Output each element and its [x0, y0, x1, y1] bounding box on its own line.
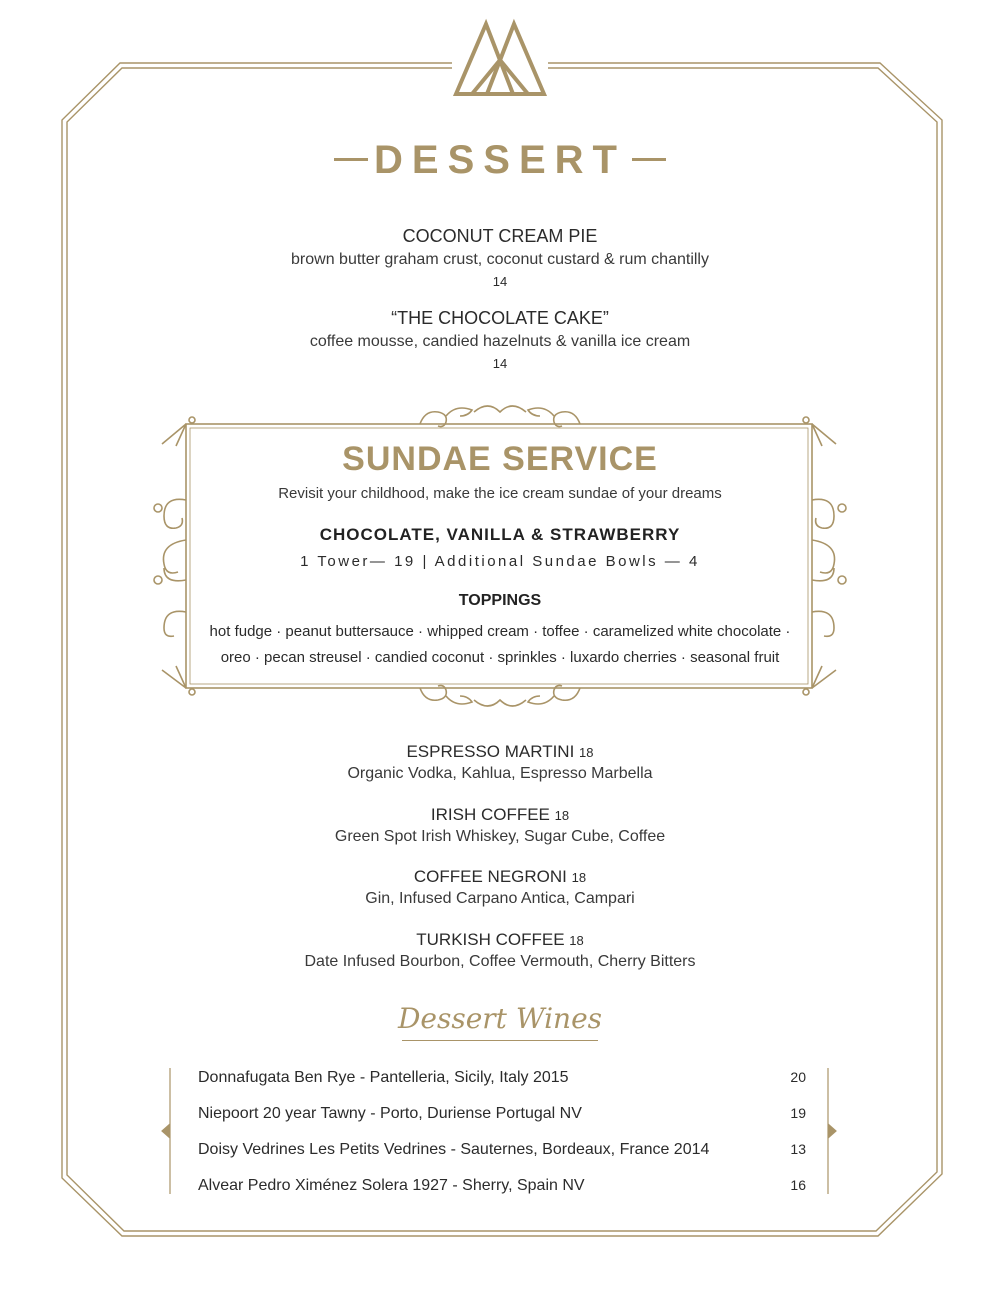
cocktail-price: 18 [554, 808, 570, 823]
cocktail-item [0, 930, 1000, 971]
cocktail-name: TURKISH COFFEE [416, 930, 565, 949]
wines-title: Dessert Wines [397, 1002, 603, 1035]
wine-name: Donnafugata Ben Rye - Pantelleria, Sicily, Italy 2015 [198, 1069, 569, 1086]
toppings-list [0, 619, 1000, 671]
wine-item [198, 1141, 806, 1159]
wine-price: 19 [790, 1105, 806, 1121]
dessert-name: COCONUT CREAM PIE [402, 226, 598, 246]
dessert-description: coffee mousse, candied hazelnuts & vanilla ice cream [309, 333, 691, 350]
dessert-name: “THE CHOCOLATE CAKE” [391, 308, 609, 328]
cocktail-name: IRISH COFFEE [430, 805, 550, 824]
cocktail-description: Organic Vodka, Kahlua, Espresso Marbella [347, 765, 653, 782]
cocktail-price: 18 [571, 870, 587, 885]
wine-price: 20 [790, 1069, 806, 1085]
wine-price: 16 [790, 1177, 806, 1193]
toppings-heading: TOPPINGS [458, 592, 542, 609]
cocktail-item [0, 867, 1000, 908]
cocktail-description: Gin, Infused Carpano Antica, Campari [365, 890, 635, 907]
sundae-subtitle: Revisit your childhood, make the ice cream sundae of your dreams [278, 485, 722, 502]
wines-title-rule [402, 1040, 598, 1041]
dessert-price: 14 [492, 356, 508, 371]
sundae-flavors: CHOCOLATE, VANILLA & STRAWBERRY [319, 525, 681, 544]
cocktail-price: 18 [569, 933, 584, 948]
dessert-item [0, 226, 1000, 289]
cocktail-description: Date Infused Bourbon, Coffee Vermouth, Cherry Bitters [304, 953, 696, 970]
title-dash-left [334, 158, 368, 161]
logo-mountain-icon [456, 24, 544, 94]
cocktail-name: ESPRESSO MARTINI [406, 742, 575, 761]
sundae-pricing: 1 Tower— 19 | Additional Sundae Bowls — 4 [300, 553, 700, 570]
wine-item [198, 1069, 806, 1087]
dessert-price: 14 [492, 274, 508, 289]
cocktail-price: 18 [579, 745, 594, 760]
cocktail-name: COFFEE NEGRONI [413, 867, 567, 886]
wine-name: Niepoort 20 year Tawny - Porto, Duriense Portugal NV [198, 1105, 582, 1122]
cocktail-item [0, 805, 1000, 846]
cocktail-description: Green Spot Irish Whiskey, Sugar Cube, Coffee [334, 828, 666, 845]
wine-item [198, 1177, 806, 1195]
title-dash-right [632, 158, 666, 161]
wine-item [198, 1105, 806, 1123]
toppings-line: hot fudge · peanut buttersauce · whipped cream · toffee · caramelized white chocolate · [209, 623, 791, 640]
sundae-title: SUNDAE SERVICE [342, 440, 658, 478]
dessert-description: brown butter graham crust, coconut custard & rum chantilly [291, 251, 709, 268]
wine-price: 13 [790, 1141, 806, 1157]
dessert-item [0, 308, 1000, 371]
wine-name: Alvear Pedro Ximénez Solera 1927 - Sherry, Spain NV [198, 1177, 585, 1194]
page-title [0, 138, 1000, 183]
title-text: DESSERT [374, 138, 626, 182]
cocktail-item [0, 742, 1000, 783]
wine-name: Doisy Vedrines Les Petits Vedrines - Sauternes, Bordeaux, France 2014 [198, 1141, 710, 1158]
toppings-line: oreo · pecan streusel · candied coconut · sprinkles · luxardo cherries · seasonal fruit [220, 649, 780, 666]
